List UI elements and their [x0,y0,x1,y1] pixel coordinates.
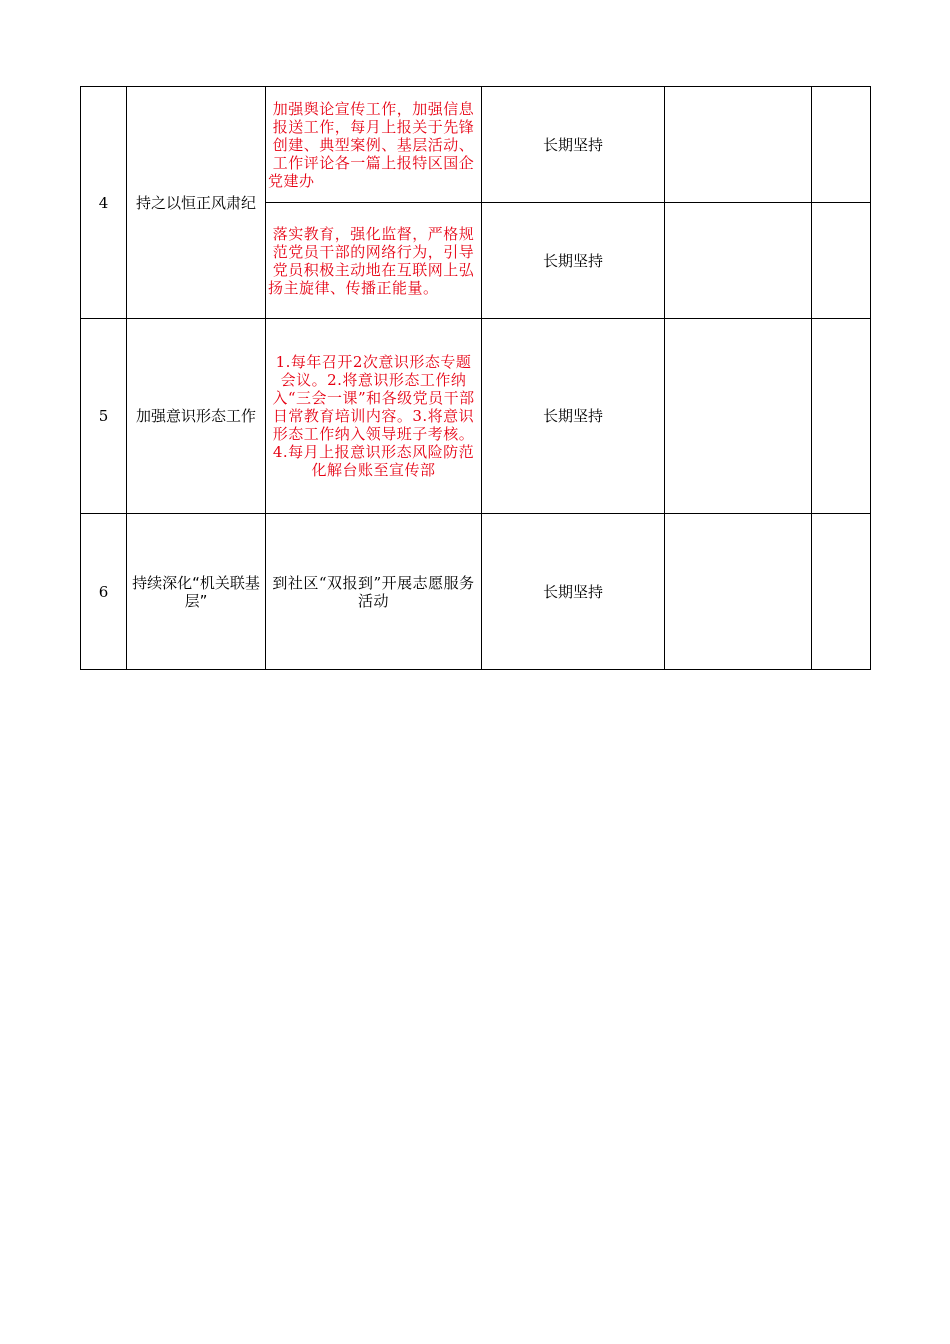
empty-cell [665,87,812,203]
term-text: 长期坚持 [482,514,665,670]
table-row [81,319,871,514]
row-number: 6 [81,514,127,670]
empty-cell [812,319,871,514]
task-name: 持续深化“机关联基层” [127,514,266,670]
measure-text: 加强舆论宣传工作，加强信息报送工作，每月上报关于先锋创建、典型案例、基层活动、工作评论各一篇上报特区国企党建办 [266,87,482,203]
row-number: 4 [81,87,127,319]
term-text: 长期坚持 [482,203,665,319]
empty-cell [665,203,812,319]
measure-text: 到社区“双报到”开展志愿服务活动 [266,514,482,670]
empty-cell [812,87,871,203]
table-row [81,514,871,670]
measure-text: 落实教育，强化监督，严格规范党员干部的网络行为，引导党员积极主动地在互联网上弘扬主旋律、传播正能量。 [266,203,482,319]
empty-cell [665,319,812,514]
measure-text: 1.每年召开2次意识形态专题会议。2.将意识形态工作纳入“三会一课”和各级党员干部日常教育培训内容。3.将意识形态工作纳入领导班子考核。4.每月上报意识形态风险防范化解台账至宣传部 [266,319,482,514]
term-text: 长期坚持 [482,87,665,203]
work-plan-table [80,86,871,670]
empty-cell [812,514,871,670]
table-row [81,87,871,203]
empty-cell [665,514,812,670]
task-name: 持之以恒正风肃纪 [127,87,266,319]
row-number: 5 [81,319,127,514]
task-name: 加强意识形态工作 [127,319,266,514]
empty-cell [812,203,871,319]
term-text: 长期坚持 [482,319,665,514]
